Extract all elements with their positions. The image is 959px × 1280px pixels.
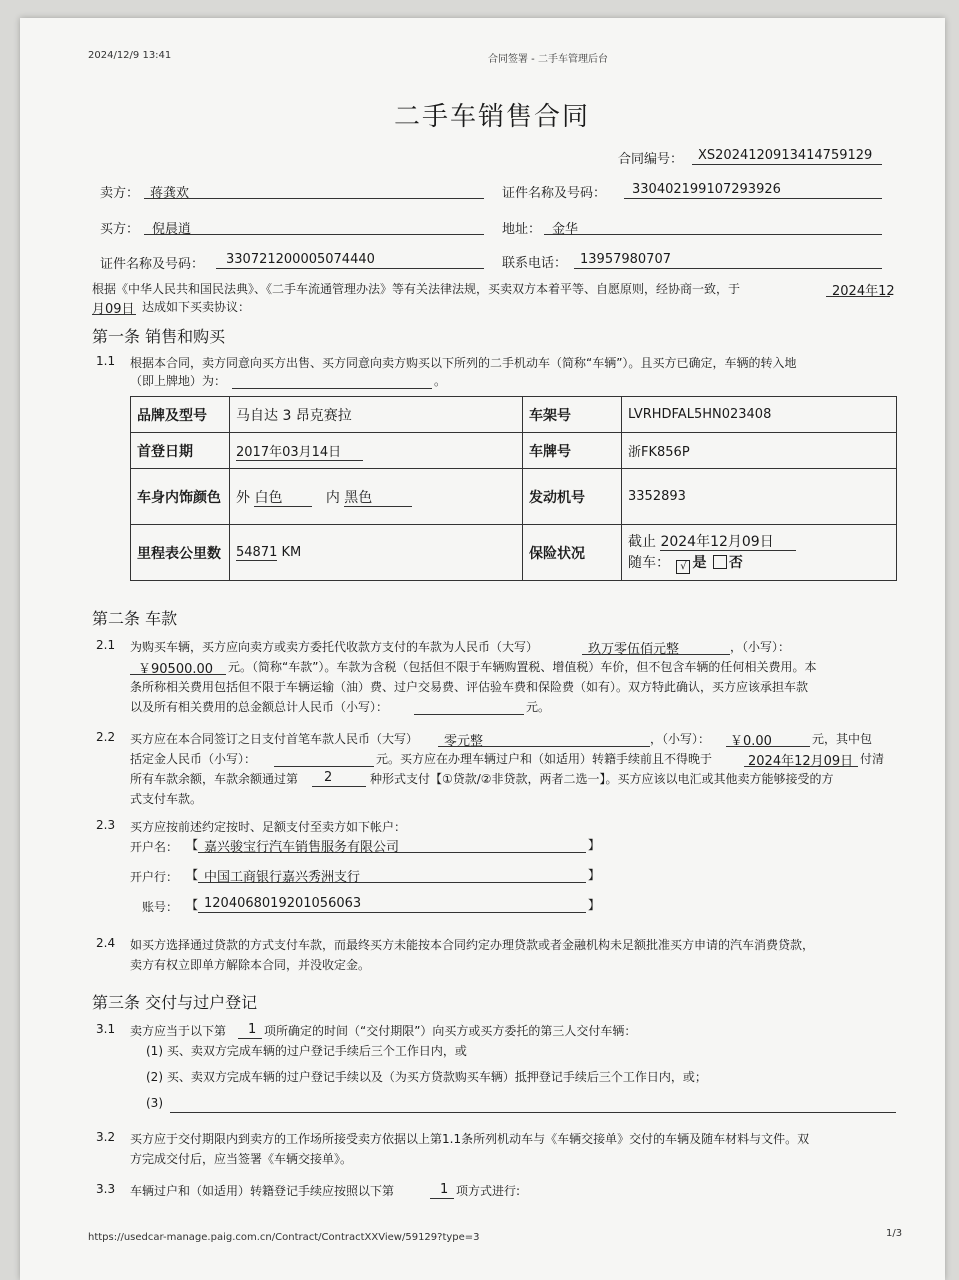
payment-way: 2 (324, 770, 333, 785)
clause-2-1-d: 条所称相关费用包括但不限于车辆运输（油）费、过户交易费、评估验车费和保险费（如有）。双方特此确认，买方应该承担车款 (130, 680, 809, 694)
color-cell (230, 469, 523, 525)
clause-2-1-b: ，（小写）： (730, 640, 791, 654)
clause-2-4-b: 卖方有权立即单方解除本合同，并没收定金。 (130, 958, 371, 972)
buyer-addr-label: 地址： (502, 222, 542, 237)
first-payment-upper: 零元整 (444, 734, 484, 749)
page-number: 1/3 (886, 1228, 903, 1239)
buyer-id-underline (216, 268, 484, 269)
buyer-phone: 13957980707 (580, 252, 671, 267)
clause-3-2-a: 买方应于交付期限内到卖方的工作场所接受卖方依据以上第1.1条所列机动车与《车辆交接单》交付的车辆及随车材料与文件。双 (130, 1132, 810, 1146)
total-lower: ￥90500.00 (138, 662, 214, 677)
insurance-with-label: 随车： (628, 554, 670, 571)
account-bracket-right: 】 (588, 898, 601, 912)
bank-bracket-left: 【 (186, 868, 199, 882)
vin-value: LVRHDFAL5HN023408 (622, 397, 897, 433)
intro-tail: 达成如下买卖协议： (142, 300, 251, 314)
seller-name-underline (144, 198, 484, 199)
clause-3-3-no: 3.3 (96, 1182, 116, 1196)
account-bracket-left: 【 (186, 898, 199, 912)
buyer-id-label: 证件名称及号码： (100, 257, 205, 272)
contract-no-value: XS2024120913414759129 (698, 148, 873, 163)
table-row (131, 469, 897, 525)
clause-2-1-a: 为购买车辆，买方应向卖方或卖方委托代收款方支付的车款为人民币（大写） (130, 640, 539, 654)
clause-1-1-no: 1.1 (96, 354, 116, 368)
insurance-yes-label: 是 (692, 554, 707, 571)
delivery-option-3: (3) (146, 1096, 163, 1110)
clause-2-2-a: 买方应在本合同签订之日支付首笔车款人民币（大写） (130, 732, 419, 746)
seller-name: 蒋龚欢 (150, 186, 190, 201)
clause-2-1-no: 2.1 (96, 638, 116, 652)
total-fees-underline (414, 714, 524, 715)
bank-name-bracket-right: 】 (588, 838, 601, 852)
delivery-option-3-underline (170, 1112, 896, 1113)
contract-title: 二手车销售合同 (394, 102, 591, 132)
clause-2-4-a: 如买方选择通过贷款的方式支付车款，而最终买方未能按本合同约定办理贷款或者金融机构未足额批准买方申请的汽车消费贷款， (130, 938, 815, 952)
account-label: 账号： (142, 900, 179, 914)
table-row (131, 397, 897, 433)
clause-2-2-g: 所有车款余额，车款余额通过第 (130, 772, 299, 786)
clause-1-1-line2: （即上牌地）为： (130, 374, 227, 388)
clause-3-2-no: 3.2 (96, 1130, 116, 1144)
brand-value: 马自达 3 昂克赛拉 (230, 397, 523, 433)
mileage-cell (230, 525, 523, 581)
insurance-no-label: 否 (728, 554, 743, 571)
total-upper: 玖万零伍佰元整 (588, 642, 680, 657)
buyer-id: 330721200005074440 (226, 252, 375, 267)
insurance-deadline-label: 截止 (628, 533, 656, 550)
clause-2-2-i: 式支付车款。 (130, 792, 203, 806)
registration-place-field (232, 388, 432, 389)
contract-no-underline (692, 164, 882, 165)
first-payment-upper-underline (438, 746, 650, 747)
transfer-item: 1 (440, 1182, 449, 1197)
mileage-unit: KM (281, 545, 302, 560)
outer-color: 白色 (254, 490, 312, 507)
bank-name-bracket-left: 【 (186, 838, 199, 852)
total-lower-underline (130, 674, 226, 675)
reg-value: 2017年03月14日 (236, 445, 363, 461)
transfer-item-underline (430, 1198, 454, 1199)
brand-label: 品牌及型号 (131, 397, 230, 433)
clause-2-4-no: 2.4 (96, 936, 116, 950)
clause-3-1-no: 3.1 (96, 1022, 116, 1036)
buyer-name-underline (144, 234, 484, 235)
delivery-item: 1 (248, 1022, 257, 1037)
clause-2-2-d: 括定金人民币（小写）： (130, 752, 257, 766)
bank-branch: 中国工商银行嘉兴秀洲支行 (204, 870, 361, 885)
footer-url[interactable]: https://usedcar-manage.paig.com.cn/Contract/ContractXXView/59129?type=3 (88, 1232, 480, 1243)
plate-value: 浙FK856P (622, 433, 897, 469)
clause-3-1-b: 项所确定的时间（“交付期限”）向买方或买方委托的第三人交付车辆： (264, 1024, 637, 1038)
clause-2-2-e: 元。买方应在办理车辆过户和（如适用）转籍手续前且不得晚于 (376, 752, 713, 766)
bank-name-underline (198, 852, 586, 853)
article-3-title: 第三条 交付与过户登记 (92, 993, 258, 1012)
clause-3-2-b: 方完成交付后，应当签署《车辆交接单》。 (130, 1152, 353, 1166)
bank-underline (198, 882, 586, 883)
delivery-option-1: (1) 买、卖双方完成车辆的过户登记手续后三个工作日内，或 (146, 1044, 467, 1058)
final-pay-date: 2024年12月09日 (748, 754, 854, 769)
bank-name-label: 开户名： (130, 840, 179, 854)
bank-bracket-right: 】 (588, 868, 601, 882)
contract-page (20, 18, 945, 1280)
seller-id-label: 证件名称及号码： (502, 186, 607, 201)
final-pay-date-underline (744, 766, 858, 767)
intro-date-underline-b (92, 314, 136, 315)
clause-2-2-b: ，（小写）： (650, 732, 711, 746)
delivery-item-underline (238, 1038, 262, 1039)
contract-no-label: 合同编号： (618, 152, 684, 167)
payment-way-underline (312, 786, 366, 787)
clause-2-1-f: 元。 (526, 700, 551, 714)
vehicle-table (130, 396, 897, 581)
table-row (131, 433, 897, 469)
buyer-addr: 金华 (552, 222, 579, 237)
clause-1-1-line1: 根据本合同，卖方同意向买方出售、买方同意向卖方购买以下所列的二手机动车（简称“车辆”）。且买方已确定，车辆的转入地 (130, 356, 797, 370)
clause-3-3-a: 车辆过户和（如适用）转籍登记手续应按照以下第 (130, 1184, 395, 1198)
first-payment-lower: ￥0.00 (730, 734, 772, 749)
insurance-no-checkbox[interactable] (713, 555, 727, 569)
delivery-option-2: (2) 买、卖双方完成车辆的过户登记手续以及（为买方贷款购买车辆）抵押登记手续后三个工作日内，或； (146, 1070, 707, 1084)
mileage-value: 54871 (236, 545, 278, 560)
bank-label: 开户行： (130, 870, 179, 884)
insurance-yes-checkbox[interactable]: √ (676, 560, 690, 574)
bank-account-name: 嘉兴骏宝行汽车销售服务有限公司 (204, 840, 400, 855)
insurance-label: 保险状况 (523, 525, 622, 581)
outer-label: 外 (236, 489, 250, 506)
intro-text: 根据《中华人民共和国民法典》、《二手车流通管理办法》等有关法律法规，买卖双方本着平等、自愿原则，经协商一致，于 (92, 282, 741, 296)
deposit-underline (274, 766, 374, 767)
clause-2-2-c: 元，其中包 (812, 732, 873, 746)
inner-color: 黑色 (344, 490, 412, 507)
buyer-label: 买方： (100, 222, 140, 237)
buyer-phone-label: 联系电话： (502, 256, 568, 271)
clause-2-3-no: 2.3 (96, 818, 116, 832)
clause-2-1-e: 以及所有相关费用的总金额总计人民币（小写）： (130, 700, 389, 714)
clause-2-1-c: 元。（简称“车款”）。车款为含税（包括但不限于车辆购置税、增值税）车价，但不包含车辆的任何相关费用。本 (228, 660, 817, 674)
clause-3-3-b: 项方式进行: (456, 1184, 521, 1198)
seller-id-underline (624, 198, 882, 199)
reg-cell (230, 433, 523, 469)
engine-value: 3352893 (622, 469, 897, 525)
intro-date-a: 2024年12 (832, 284, 895, 299)
print-page-title: 合同签署 - 二手车管理后台 (488, 54, 608, 65)
account-number: 1204068019201056063 (204, 896, 362, 911)
insurance-deadline: 2024年12月09日 (660, 534, 795, 551)
clause-2-2-h: 种形式支付【①贷款/②非贷款，两者二选一】。买方应该以电汇或其他卖方能够接受的方 (370, 772, 834, 786)
clause-2-2-no: 2.2 (96, 730, 116, 744)
seller-id: 330402199107293926 (632, 182, 781, 197)
article-2-title: 第二条 车款 (92, 609, 178, 628)
buyer-addr-underline (544, 234, 882, 235)
article-1-title: 第一条 销售和购买 (92, 327, 226, 346)
account-underline (198, 912, 586, 913)
inner-label: 内 (325, 489, 340, 506)
first-payment-lower-underline (726, 746, 810, 747)
mileage-label: 里程表公里数 (131, 525, 230, 581)
intro-date-b: 月09日 (92, 302, 135, 317)
print-datetime: 2024/12/9 13:41 (88, 50, 172, 61)
buyer-name: 倪晨逍 (152, 222, 192, 237)
table-row (131, 525, 897, 581)
intro-date-underline-a (826, 296, 890, 297)
insurance-cell (622, 525, 897, 581)
vin-label: 车架号 (523, 397, 622, 433)
clause-2-3-a: 买方应按前述约定按时、足额支付至卖方如下帐户： (130, 820, 407, 834)
clause-1-1-line2-end: 。 (434, 374, 447, 388)
plate-label: 车牌号 (523, 433, 622, 469)
clause-3-1-a: 卖方应当于以下第 (130, 1024, 227, 1038)
seller-label: 卖方： (100, 186, 140, 201)
color-label: 车身内饰颜色 (131, 469, 230, 525)
engine-label: 发动机号 (523, 469, 622, 525)
clause-2-2-f: 付清 (860, 752, 885, 766)
total-upper-underline (582, 654, 730, 655)
buyer-phone-underline (574, 268, 882, 269)
reg-label: 首登日期 (131, 433, 230, 469)
